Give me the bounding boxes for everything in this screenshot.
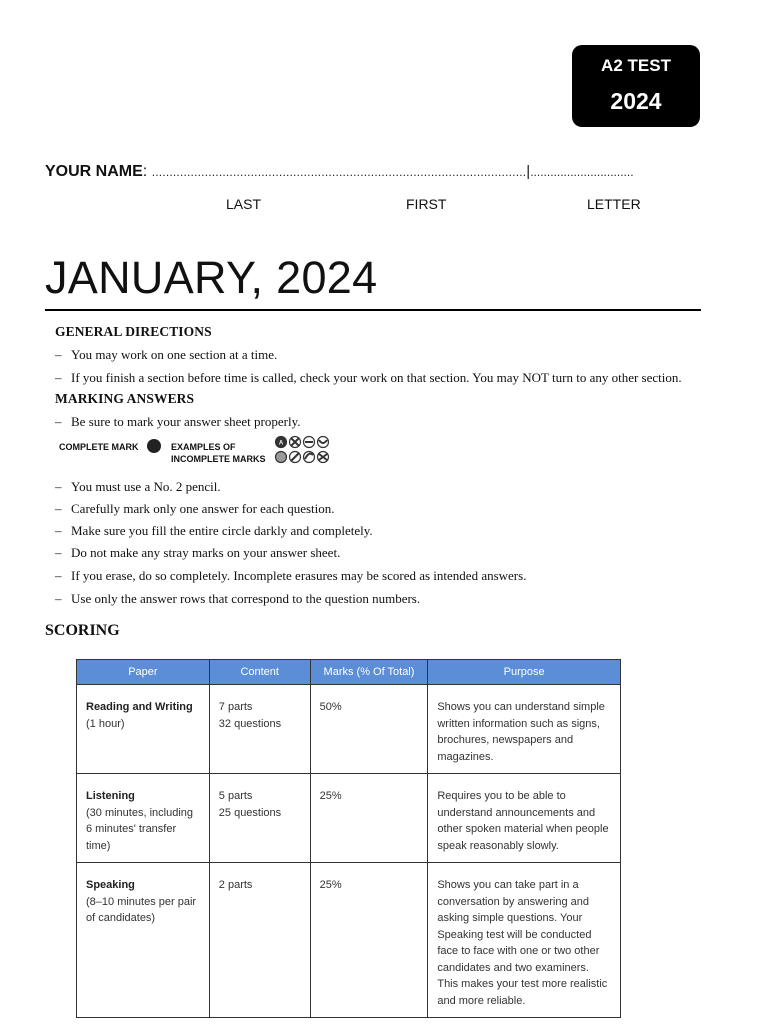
paper-duration: (30 minutes, including 6 minutes' transfer time)	[86, 806, 194, 852]
marking-item: – If you erase, do so completely. Incomplete erasures may be scored as intended answers.	[55, 568, 527, 583]
badge-year: 2024	[610, 88, 662, 114]
purpose-cell: Shows you can take part in a conversation by answering and asking simple questions. Your Speaking test will be conducted face to face with one or two other candidates and two examiners. This makes your test more realistic and more reliable.	[428, 863, 621, 1018]
marking-item-text: If you erase, do so completely. Incomplete erasures may be scored as intended answers.	[71, 568, 527, 583]
svg-text:A: A	[278, 440, 284, 447]
name-colon: :	[142, 163, 148, 180]
content-cell	[209, 685, 310, 774]
label-last: LAST	[226, 196, 262, 212]
table-header-row	[77, 660, 621, 685]
marking-item-text: Use only the answer rows that correspond to the question numbers.	[71, 591, 421, 606]
test-badge	[572, 45, 700, 127]
badge-title: A2 TEST	[601, 56, 671, 75]
content-questions: 25 questions	[218, 806, 282, 819]
marks-cell: 25%	[310, 863, 428, 1018]
general-item: – You may work on one section at a time.	[55, 347, 278, 362]
content-questions: 32 questions	[218, 717, 282, 730]
table-row	[77, 774, 621, 863]
paper-cell	[77, 774, 210, 863]
name-field-letter[interactable]: ...............................	[530, 165, 634, 179]
content-parts: 2 parts	[218, 879, 253, 891]
content-cell	[209, 774, 310, 863]
general-directions-heading: GENERAL DIRECTIONS	[55, 324, 212, 339]
general-item: – If you finish a section before time is called, check your work on that section. You may NOT turn to any other section.	[55, 370, 682, 385]
marking-item: – Use only the answer rows that correspond to the question numbers.	[55, 591, 421, 606]
table-row	[77, 685, 621, 774]
content-parts: 5 parts	[218, 790, 253, 802]
paper-name: Speaking	[86, 879, 135, 891]
table-row	[77, 863, 621, 1018]
column-header: Content	[209, 660, 310, 685]
scoring-heading: SCORING	[45, 622, 120, 639]
general-item-text: If you finish a section before time is called, check your work on that section. You may NOT turn to any other section.	[71, 370, 682, 385]
column-header: Purpose	[428, 660, 621, 685]
label-first: FIRST	[406, 196, 447, 212]
incomplete-marks-icon	[274, 435, 338, 467]
title-divider	[45, 309, 701, 311]
purpose-cell: Shows you can understand simple written information such as signs, brochures, newspapers and magazines.	[428, 685, 621, 774]
marking-item: – Do not make any stray marks on your answer sheet.	[55, 545, 341, 560]
paper-name: Reading and Writing	[86, 701, 193, 713]
marking-item-text: Make sure you fill the entire circle darkly and completely.	[71, 523, 373, 538]
marks-cell: 25%	[310, 774, 428, 863]
marking-item: – Make sure you fill the entire circle darkly and completely.	[55, 523, 373, 538]
name-field-row	[45, 163, 705, 181]
paper-cell	[77, 863, 210, 1018]
purpose-cell: Requires you to be able to understand announcements and other spoken material when people speak reasonably slowly.	[428, 774, 621, 863]
column-header: Marks (% Of Total)	[310, 660, 428, 685]
name-label: YOUR NAME	[45, 163, 143, 180]
scoring-table	[76, 659, 621, 1018]
marking-item: – Carefully mark only one answer for each question.	[55, 501, 335, 516]
complete-mark-icon	[147, 439, 161, 453]
label-letter: LETTER	[587, 196, 641, 212]
content-cell	[209, 863, 310, 1018]
marking-item-text: You must use a No. 2 pencil.	[71, 479, 221, 494]
incomplete-marks-label: EXAMPLES OF INCOMPLETE MARKS	[171, 442, 266, 464]
content-parts: 7 parts	[218, 701, 253, 713]
marking-item: – You must use a No. 2 pencil.	[55, 479, 221, 494]
column-header: Paper	[77, 660, 210, 685]
name-separator: |	[526, 163, 531, 180]
complete-mark-label: COMPLETE MARK	[59, 442, 139, 452]
marking-item-text: Carefully mark only one answer for each question.	[71, 501, 335, 516]
paper-duration: (1 hour)	[86, 717, 125, 730]
paper-name: Listening	[86, 790, 135, 802]
marking-item-text: Do not make any stray marks on your answer sheet.	[71, 545, 341, 560]
general-item-text: You may work on one section at a time.	[71, 347, 278, 362]
marking-item: – Be sure to mark your answer sheet properly.	[55, 414, 301, 429]
marking-answers-heading: MARKING ANSWERS	[55, 391, 195, 406]
marks-cell: 50%	[310, 685, 428, 774]
paper-duration: (8–10 minutes per pair of candidates)	[86, 895, 197, 924]
page-title: JANUARY, 2024	[45, 252, 378, 303]
paper-cell	[77, 685, 210, 774]
marking-item-text: Be sure to mark your answer sheet properly.	[71, 414, 301, 429]
name-field-last-first[interactable]: ..........................................................................................................	[151, 165, 527, 179]
